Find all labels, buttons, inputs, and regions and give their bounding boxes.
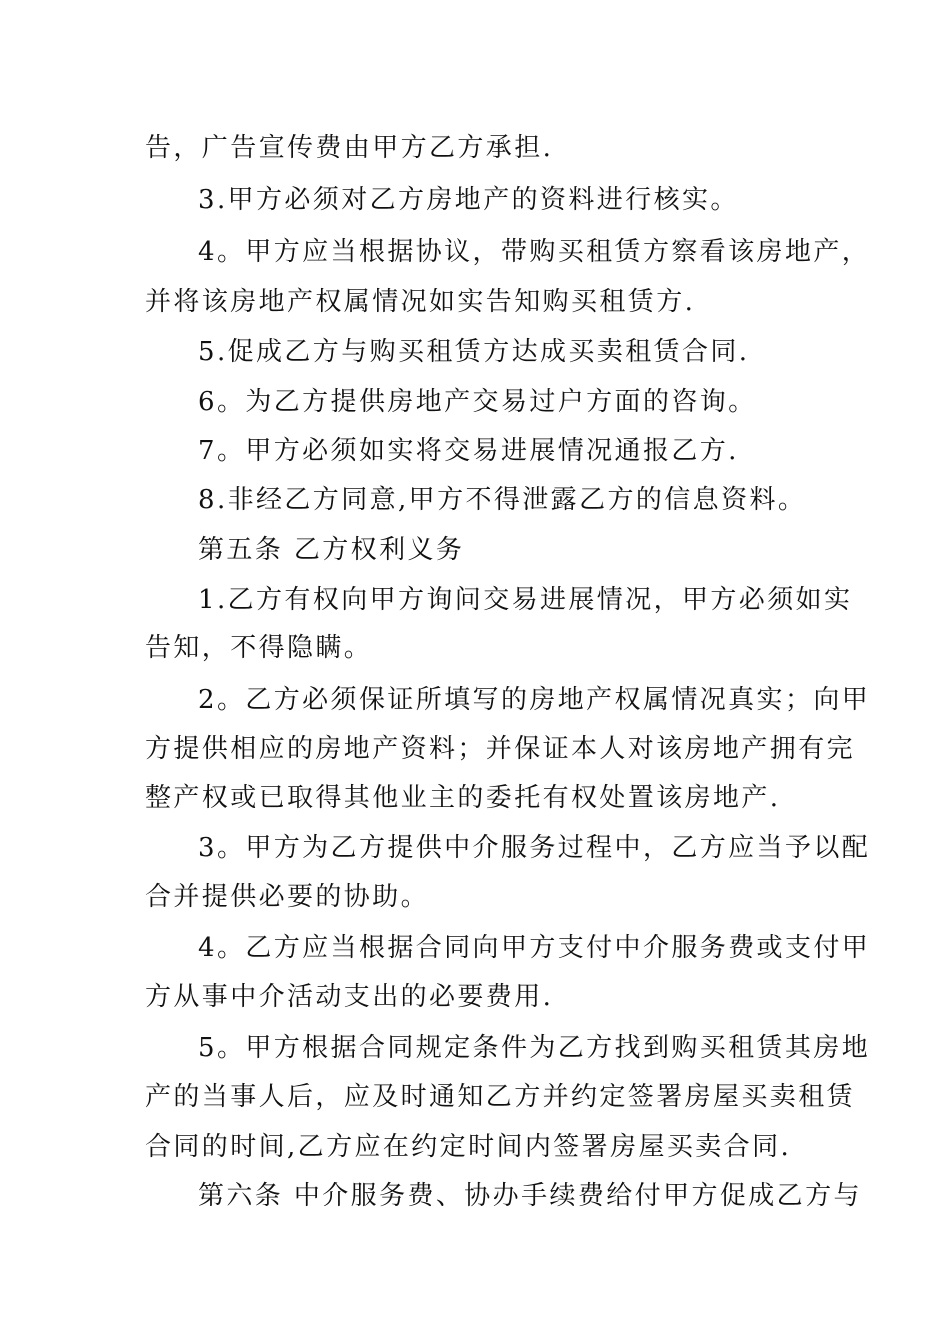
paragraph-line: 产的当事人后，应及时通知乙方并约定签署房屋买卖租赁	[145, 1082, 856, 1112]
paragraph-line: 方从事中介活动支出的必要费用.	[145, 982, 554, 1012]
paragraph-line: 6。为乙方提供房地产交易过户方面的咨询。	[198, 387, 757, 417]
paragraph-line: 3.甲方必须对乙方房地产的资料进行核实。	[198, 185, 739, 215]
paragraph-line: 5。甲方根据合同规定条件为乙方找到购买租赁其房地	[198, 1033, 871, 1063]
paragraph-line: 2。乙方必须保证所填写的房地产权属情况真实；向甲	[198, 685, 871, 715]
paragraph-line: 3。甲方为乙方提供中介服务过程中，乙方应当予以配	[198, 833, 871, 863]
paragraph-line: 4。甲方应当根据协议，带购买租赁方察看该房地产，	[198, 237, 871, 267]
paragraph-line: 并将该房地产权属情况如实告知购买租赁方.	[145, 287, 696, 317]
paragraph-line: 1.乙方有权向甲方询问交易进展情况，甲方必须如实	[198, 585, 853, 615]
paragraph-line: 8.非经乙方同意,甲方不得泄露乙方的信息资料。	[198, 485, 807, 515]
paragraph-line: 7。甲方必须如实将交易进展情况通报乙方.	[198, 436, 739, 466]
paragraph-line: 合同的时间,乙方应在约定时间内签署房屋买卖合同.	[145, 1132, 792, 1162]
paragraph-line: 5.促成乙方与购买租赁方达成买卖租赁合同.	[198, 337, 750, 367]
paragraph-line: 整产权或已取得其他业主的委托有权处置该房地产.	[145, 783, 781, 813]
paragraph-line: 合并提供必要的协助。	[145, 882, 430, 912]
section-heading: 第五条 乙方权利义务	[198, 535, 465, 565]
section-heading: 第六条 中介服务费、协办手续费给付甲方促成乙方与	[198, 1181, 862, 1211]
paragraph-line: 4。乙方应当根据合同向甲方支付中介服务费或支付甲	[198, 933, 871, 963]
paragraph-line: 方提供相应的房地产资料；并保证本人对该房地产拥有完	[145, 734, 856, 764]
paragraph-line: 告知，不得隐瞒。	[145, 633, 373, 663]
paragraph-line: 告，广告宣传费由甲方乙方承担.	[145, 133, 554, 163]
